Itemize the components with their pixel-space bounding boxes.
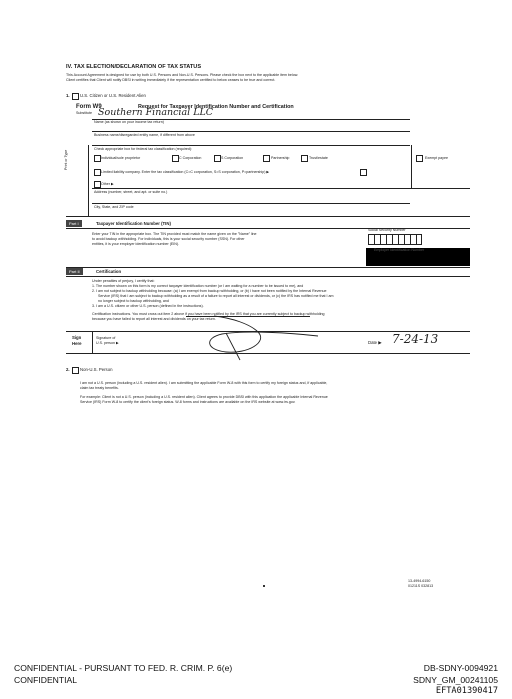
option-trust: Trust/estate xyxy=(309,156,328,160)
part-1-title: Taxpayer Identification Number (TIN) xyxy=(96,221,171,226)
non-us-person-label: Non-U.S. Person xyxy=(80,367,113,372)
part-1-text-1: Enter your TIN in the appropriate box. The TIN provided must match the name given on the "Name" line xyxy=(92,232,257,236)
business-name-caption: Business name/disregarded entity name, if different from above xyxy=(94,133,195,137)
certification-item-2b: Service (IRS) that I am subject to backup withholding as a result of a failure to report all interest or dividends, or (c) the IRS has notified me that I am xyxy=(98,294,334,298)
city-caption: City, State, and ZIP code xyxy=(94,205,134,209)
option-s-corp: S Corporation xyxy=(221,156,244,160)
footer-confidential: CONFIDENTIAL xyxy=(14,675,78,685)
certification-instructions-1: Certification instructions. You must cross out item 2 above if you have been notified by the IRS that you are currently subject to backup withholding xyxy=(92,312,325,316)
option-other: Other ▶ xyxy=(101,182,114,186)
form-w9-label: Form W9 xyxy=(76,104,102,110)
part-1-label: Part I xyxy=(66,220,82,227)
option-2-para-1b: claim tax treaty benefits. xyxy=(80,386,119,390)
w9-request-title: Request for Taxpayer Identification Number and Certification xyxy=(138,104,294,110)
part-1-text-3: entities, it is your employer identification number (EIN). xyxy=(92,242,180,246)
certification-item-2: 2. I am not subject to backup withholding because: (a) I am exempt from backup withholding, or (b) I have not been notified by the Internal Revenue xyxy=(92,289,327,293)
option-c-corp: C Corporation xyxy=(179,156,202,160)
signature-of-label: Signature of xyxy=(96,336,116,340)
ssn-label: Social Security Number xyxy=(368,228,406,232)
option-2-para-2a: For example: Client is not a U.S. person (including a U.S. resident alien). Client agrees to provide DBSI with this application the applicable Internal Revenue xyxy=(80,395,328,399)
sign-here-label: Sign Here xyxy=(72,335,82,346)
us-person-sign-label: U.S. person ▶ xyxy=(96,341,119,345)
option-2-para-1a: I am not a U.S. person (including a U.S. resident alien). I am submitting the applicable Form W-8 with this form to certify my foreign status and, if applicable, xyxy=(80,381,328,385)
form-code-line-1: 13-4994-6150 xyxy=(408,579,431,583)
certification-item-2c: no longer subject to backup withholding, and xyxy=(98,299,169,303)
option-individual: Individual/sole proprietor xyxy=(101,156,141,160)
handwritten-date: 7-24-13 xyxy=(392,332,439,346)
ein-label: Employer Identification Number xyxy=(374,248,425,252)
us-person-label: U.S. Citizen or U.S. Resident Alien xyxy=(80,93,146,98)
option-1-number: 1. xyxy=(66,93,70,98)
certification-item-3: 3. I am a U.S. citizen or other U.S. person (defined in the instructions). xyxy=(92,304,204,308)
intro-line-2: Client certifies that Client will notify DBSI in writing immediately if the representation certified to below ceases to be true and correct. xyxy=(66,78,276,82)
date-label: Date ▶ xyxy=(368,340,382,345)
non-us-person-checkbox[interactable] xyxy=(72,367,79,374)
footer-bates-3: EFTA01390417 xyxy=(435,686,498,696)
part-2-title: Certification xyxy=(96,269,122,274)
certification-item-1: 1. The number shown on this form is my correct taxpayer identification number (or I am waiting for a number to be issued to me), and xyxy=(92,284,304,288)
option-llc: Limited liability company. Enter the tax classification (C=C corporation, S=S corporation, P=partnership) ▶ xyxy=(101,170,270,174)
certification-instructions-2: because you have failed to report all interest and dividends on your tax return. xyxy=(92,317,216,321)
intro-line-1: This Account Agreement is designed for use by both U.S. Persons and Non-U.S. Persons. Please check the box next to the applicable item below. xyxy=(66,73,299,77)
section-title: IV. TAX ELECTION/DECLARATION OF TAX STATUS xyxy=(66,64,202,70)
under-penalties: Under penalties of perjury, I certify that: xyxy=(92,279,155,283)
classification-caption: Check appropriate box for federal tax classification (required): xyxy=(94,147,193,151)
address-caption: Address (number, street, and apt. or suite no.) xyxy=(94,190,168,194)
form-code-line-2: 01211S 032813 xyxy=(408,584,434,588)
footer-bates-1: DB-SDNY-0094921 xyxy=(423,663,498,673)
option-2-number: 2. xyxy=(66,367,70,372)
exempt-payee-label: Exempt payee xyxy=(425,156,448,160)
part-1-text-2: to avoid backup withholding. For individuals, this is your social security number (SSN). For other xyxy=(92,237,245,241)
part-2-label: Part II xyxy=(66,268,83,275)
option-2-para-2b: Service (IRS) Form W-8 to certify the client's foreign status. W-8 forms and instructions are available on the IRS website at www.irs.gov. xyxy=(80,400,296,404)
name-caption: Name (as shown on your income tax return) xyxy=(94,120,164,124)
footer-confidential-rule: CONFIDENTIAL - PURSUANT TO FED. R. CRIM. P. 6(e) xyxy=(14,663,233,673)
footer-bates-2: SDNY_GM_00241105 xyxy=(413,675,498,685)
option-partnership: Partnership xyxy=(271,156,290,160)
stray-mark xyxy=(263,585,265,587)
substitute-label: Substitute xyxy=(76,111,92,115)
handwritten-name: Southern Financial LLC xyxy=(98,107,214,118)
print-or-type-label: Print or Type xyxy=(64,149,68,170)
